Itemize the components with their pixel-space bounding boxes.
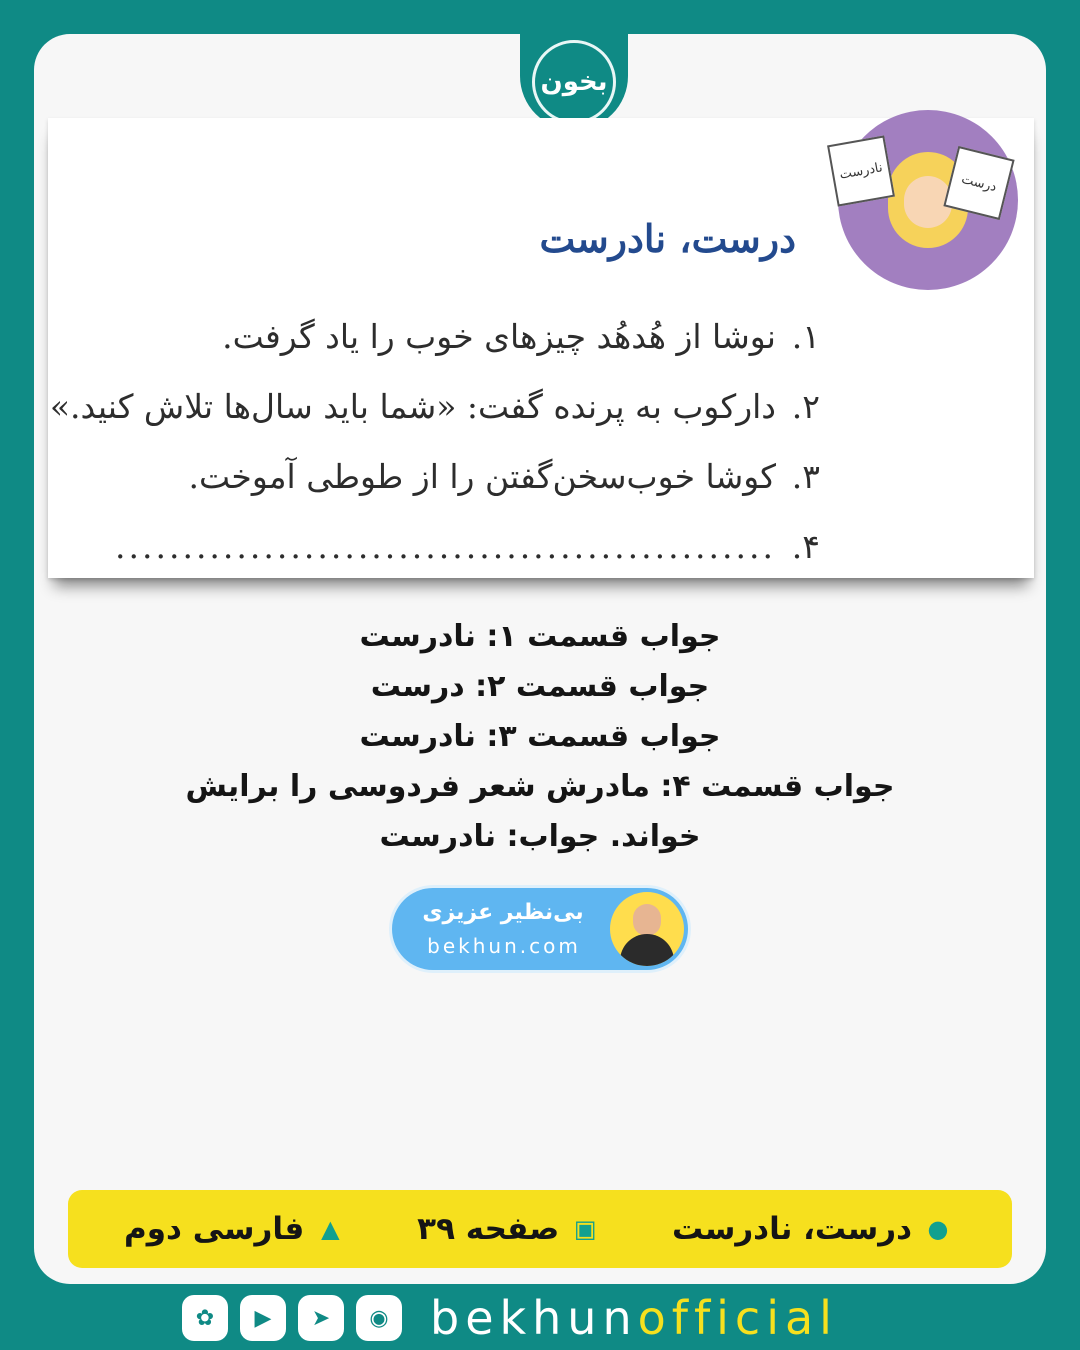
telegram-icon[interactable]: ➤ [298,1295,344,1341]
author-site: bekhun.com [427,934,581,958]
social-footer [182,1290,902,1346]
answer-line: خواند. جواب: نادرست [379,819,701,854]
exercise-list [49,302,820,582]
aparat-icon[interactable]: ✿ [182,1295,228,1341]
answer-line: جواب قسمت ۳: نادرست [359,719,721,754]
logo-text: بخون [540,67,608,97]
answer-line: جواب قسمت ۲: درست [370,669,710,704]
exercise-item: ۲.دارکوب به پرنده گفت: «شما باید سال‌ها تلاش کنید.» [49,387,820,426]
exercise-item: ۳.کوشا خوب‌سخن‌گفتن را از طوطی آموخت. [188,457,820,496]
book-icon: ▣ [573,1215,597,1243]
topic-label: درست، نادرست [672,1211,912,1247]
mascot-illustration [838,110,1018,290]
sign-correct: درست [943,146,1014,220]
page-item [417,1211,603,1247]
sign-incorrect: نادرست [827,135,895,206]
author-badge[interactable] [392,888,688,970]
topic-item [672,1211,956,1247]
avatar [610,892,684,966]
info-bar [68,1190,1012,1268]
exercise-item: ۴.................................................. [115,527,820,566]
page-label: صفحه ۳۹ [417,1211,560,1247]
instagram-icon[interactable]: ◉ [356,1295,402,1341]
graduation-cap-icon: ▲ [321,1215,340,1243]
answer-line: جواب قسمت ۴: مادرش شعر فردوسی را برایش [185,769,895,804]
exercise-title: درست، نادرست [539,216,796,261]
answer-line: جواب قسمت ۱: نادرست [359,619,721,654]
answers-block [100,612,980,862]
subject-item [124,1211,348,1247]
youtube-icon[interactable]: ▶ [240,1295,286,1341]
subject-label: فارسی دوم [124,1211,305,1247]
social-handle: bekhunofficial [430,1291,838,1345]
bekhun-logo-icon [532,40,616,124]
exercise-item: ۱.نوشا از هُدهُد چیزهای خوب را یاد گرفت. [222,317,820,356]
author-name: بی‌نظیر عزیزی [422,900,584,925]
logo-badge [520,34,628,130]
textbook-scan [48,118,1034,578]
teacher-icon: ● [927,1215,949,1243]
